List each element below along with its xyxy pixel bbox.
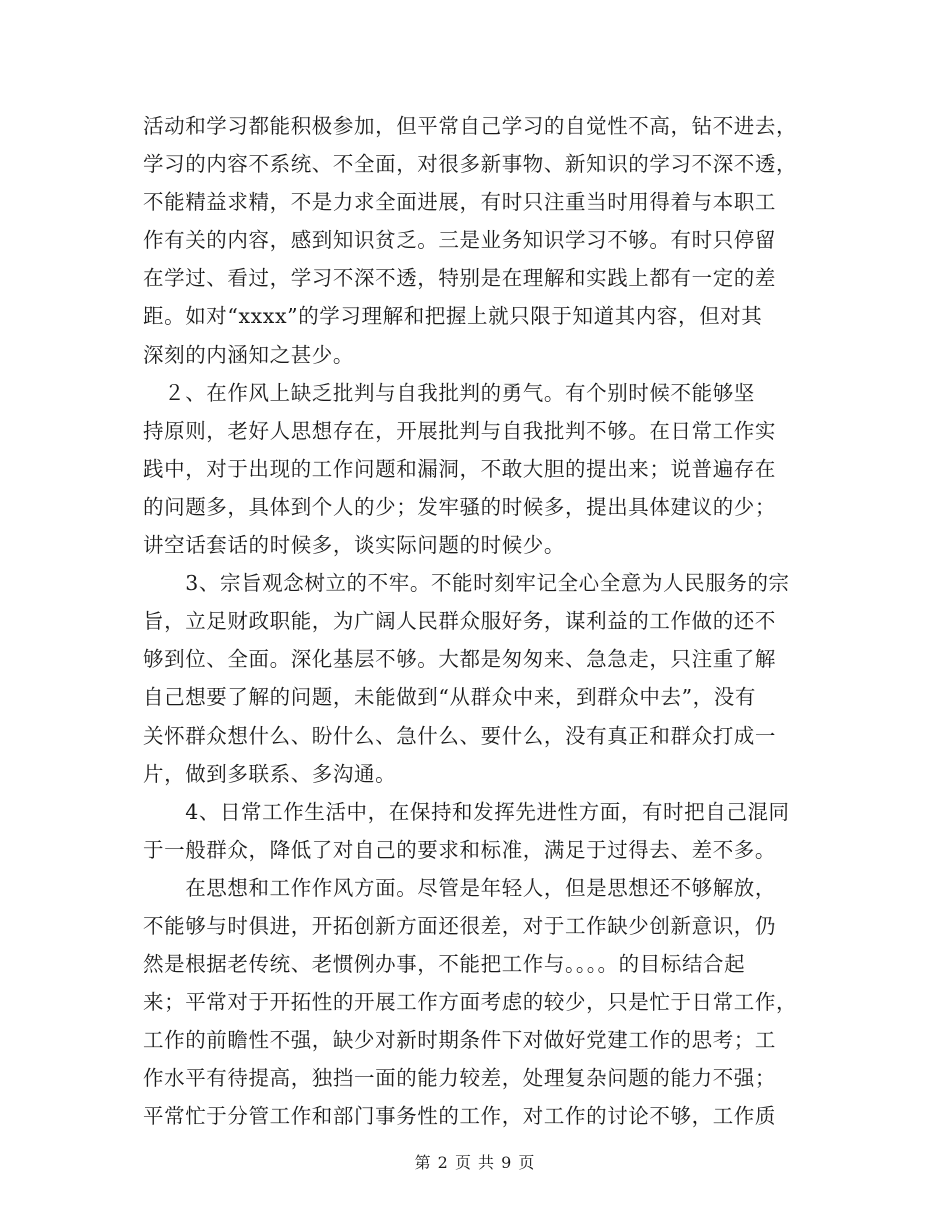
document-body [143, 107, 815, 1136]
text-line: 然是根据老传统、老惯例办事，不能把工作与。。。。的目标结合起 [143, 952, 746, 977]
text-line: ２、在作风上缺乏批判与自我批判的勇气。有个别时候不能够坚 [143, 380, 755, 405]
text-line: 够到位、全面。深化基层不够。大都是匆匆来、急急走，只注重了解 [143, 647, 776, 672]
text-line: 距。如对“xxxx”的学习理解和把握上就只限于知道其内容，但对其 [143, 304, 763, 329]
text-line: 作有关的内容，感到知识贫乏。三是业务知识学习不够。有时只停留 [143, 228, 776, 253]
text-line: 平常忙于分管工作和部门事务性的工作，对工作的讨论不够，工作质 [143, 1104, 776, 1129]
text-line: 来；平常对于开拓性的开展工作方面考虑的较少，只是忙于日常工作， [143, 990, 798, 1015]
text-line: 讲空话套话的时候多，谈实际问题的时候少。 [143, 533, 565, 558]
text-line: 深刻的内涵知之甚少。 [143, 342, 354, 367]
text-line: 践中，对于出现的工作问题和漏洞，不敢大胆的提出来；说普遍存在 [143, 456, 776, 481]
text-line: 活动和学习都能积极参加，但平常自己学习的自觉性不高，钻不进去， [143, 114, 798, 138]
text-line: 于一般群众，降低了对自己的要求和标准，满足于过得去、差不多。 [143, 837, 776, 862]
text-line: 持原则，老好人思想存在，开展批判与自我批判不够。在日常工作实 [143, 418, 776, 443]
text-line: 学习的内容不系统、不全面，对很多新事物、新知识的学习不深不透， [143, 152, 798, 177]
text-line: 在学过、看过，学习不深不透，特别是在理解和实践上都有一定的差 [143, 266, 776, 291]
text-line: 旨，立足财政职能，为广阔人民群众服好务，谋利益的工作做的还不 [143, 609, 776, 634]
text-line: 在思想和工作作风方面。尽管是年轻人，但是思想还不够解放， [143, 875, 776, 900]
text-line: 不能精益求精，不是力求全面进展，有时只注重当时用得着与本职工 [143, 190, 776, 215]
text-line: 工作的前瞻性不强，缺少对新时期条件下对做好党建工作的思考；工 [143, 1028, 776, 1053]
text-line: 片，做到多联系、多沟通。 [143, 761, 397, 786]
text-line: 4、日常工作生活中，在保持和发挥先进性方面，有时把自己混同 [143, 799, 790, 824]
text-line: 自己想要了解的问题，未能做到“从群众中来，到群众中去”，没有 [143, 685, 756, 710]
page-number-footer: 第 2 页 共 9 页 [414, 1153, 536, 1172]
text-line: 关怀群众想什么、盼什么、急什么、要什么，没有真正和群众打成一 [143, 723, 776, 748]
text-line: 3、宗旨观念树立的不牢。不能时刻牢记全心全意为人民服务的宗 [143, 571, 790, 596]
text-line: 不能够与时俱进，开拓创新方面还很差，对于工作缺少创新意识，仍 [143, 913, 776, 938]
text-line: 的问题多，具体到个人的少；发牢骚的时候多，提出具体建议的少； [143, 494, 776, 519]
text-line: 作水平有待提高，独挡一面的能力较差，处理复杂问题的能力不强； [143, 1066, 776, 1091]
